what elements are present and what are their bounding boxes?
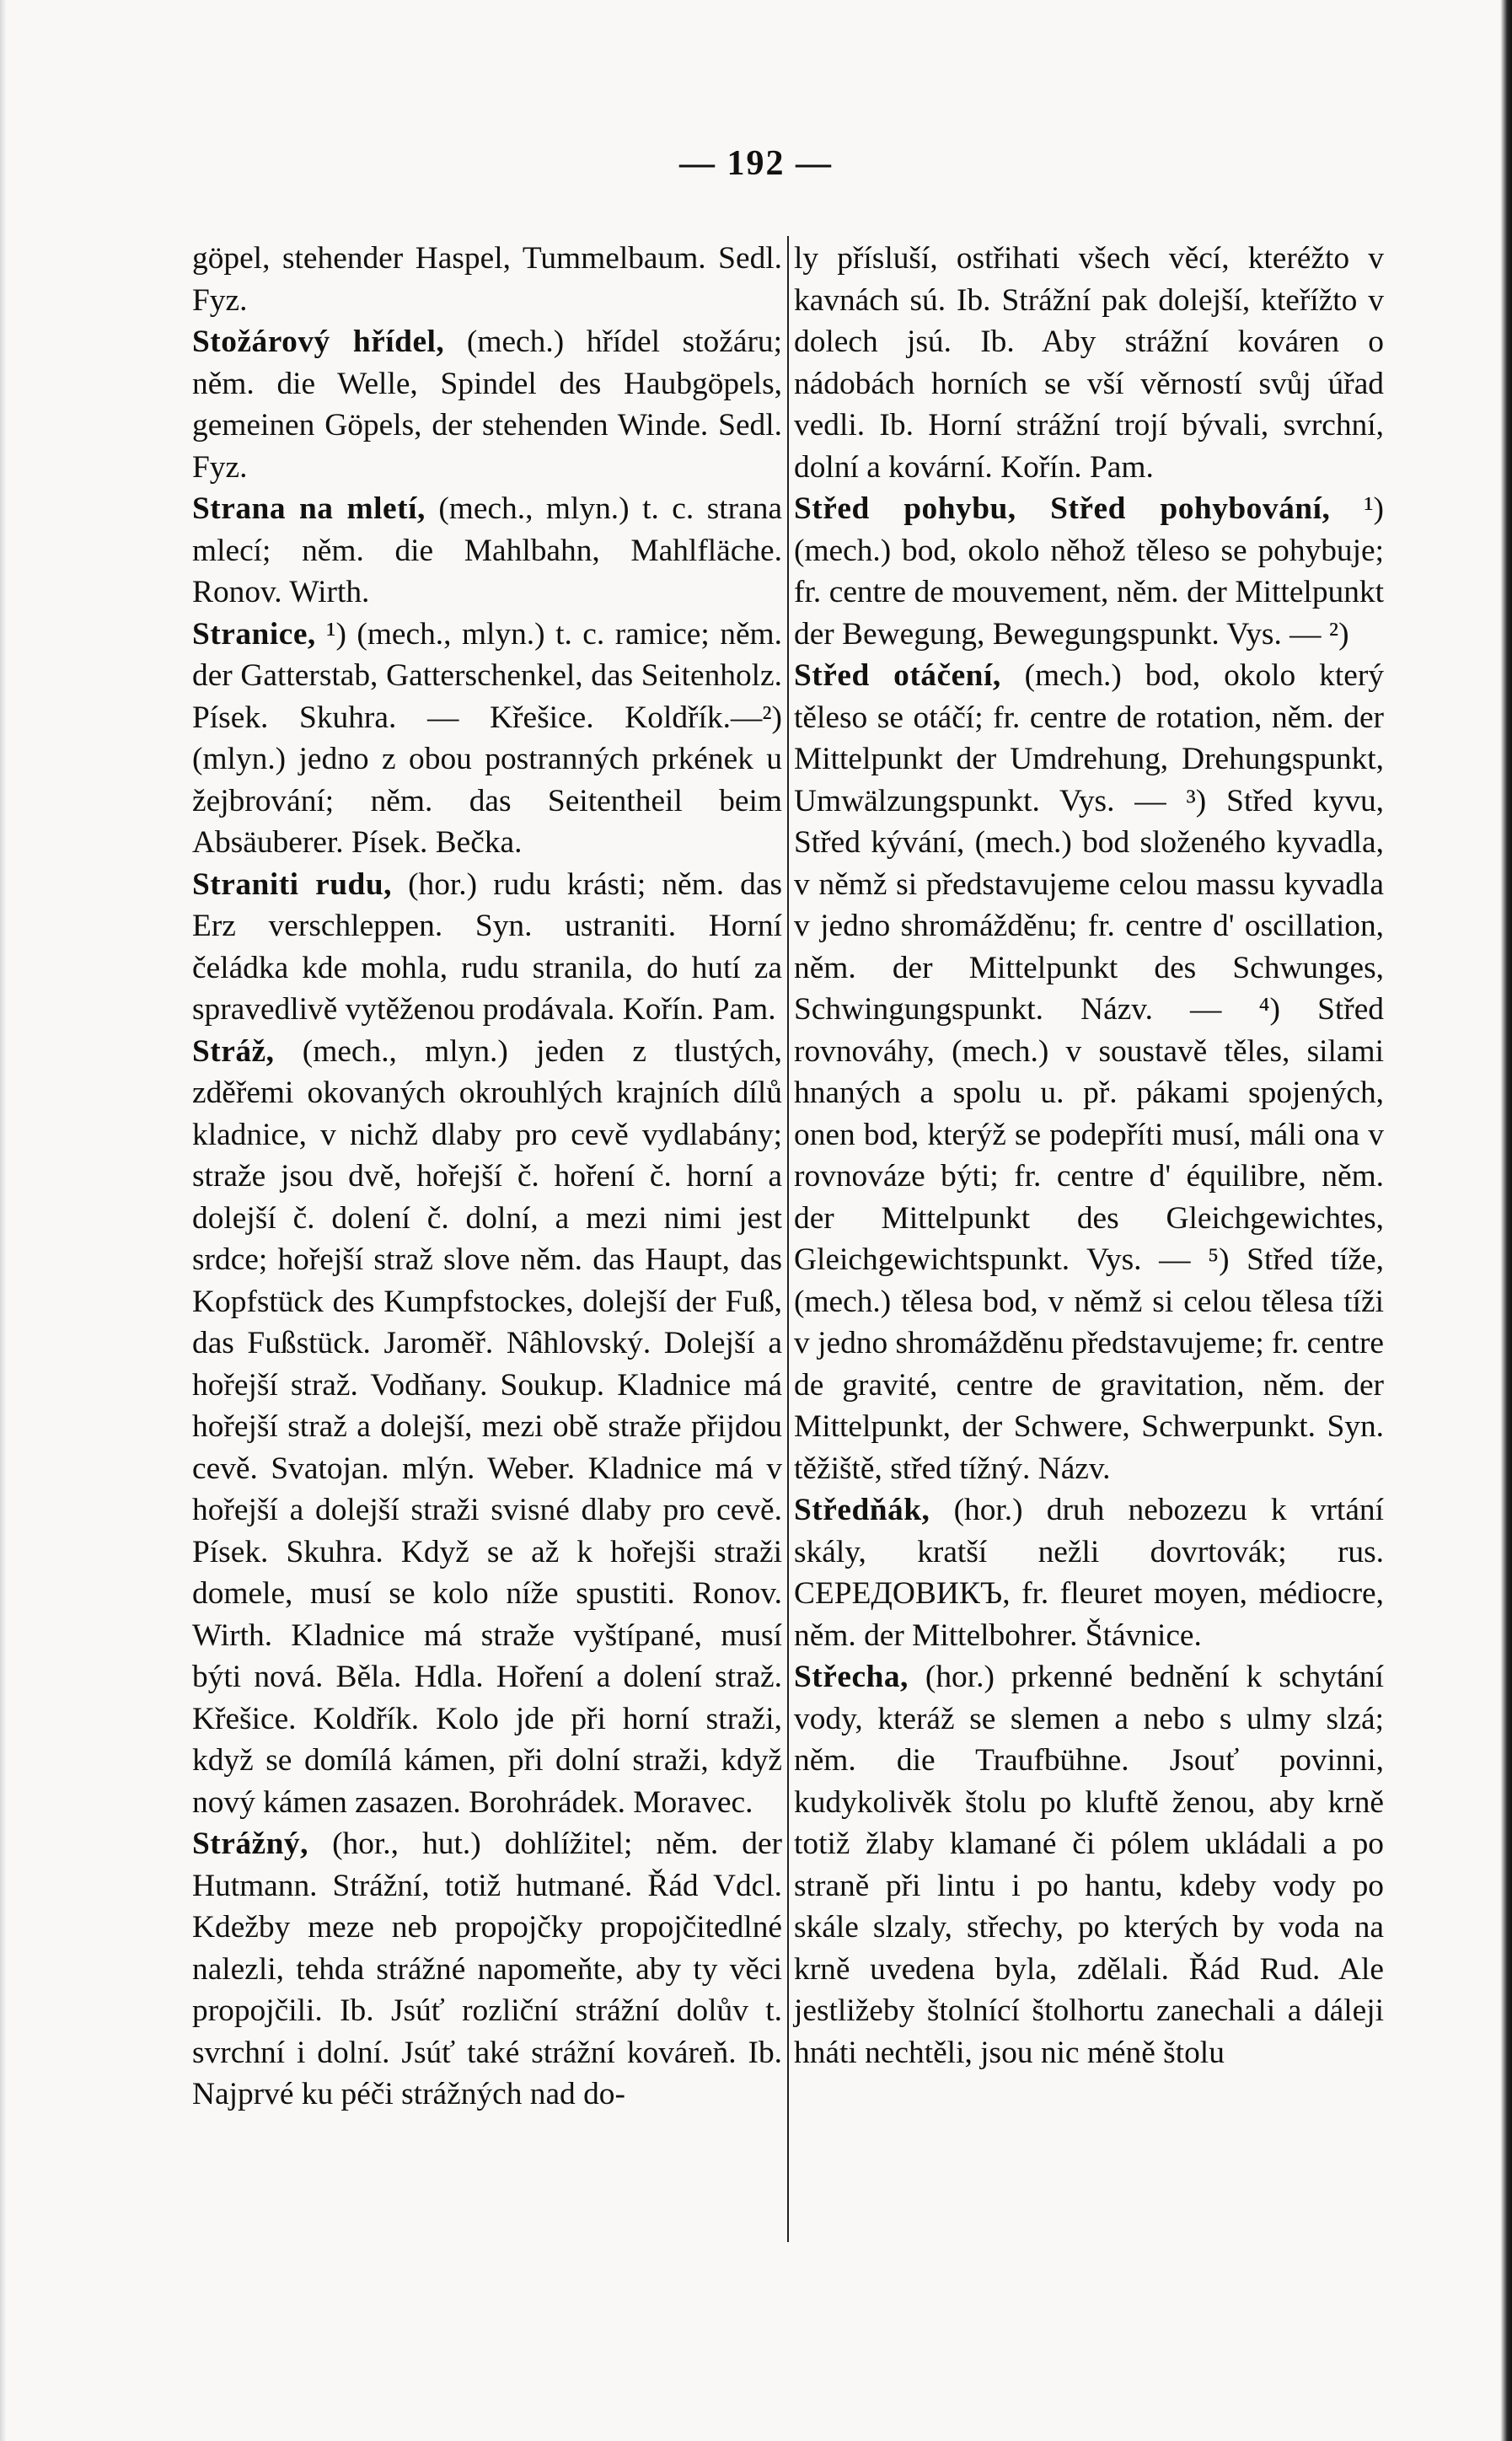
entry-headword: Středňák, (794, 1493, 930, 1527)
page-right-edge (1500, 0, 1512, 2441)
entry-headword: Stráž, (192, 1033, 275, 1069)
entry-text: (mech.) hřídel stožáru; něm. die Welle, Spindel des Haubgöpels, gemeinen Göpels, der stehenden Winde. Sedl. Fyz. (192, 325, 782, 485)
dictionary-entry (192, 1823, 782, 2116)
entry-headword: Střed pohybu, Střed pohybování, (794, 491, 1331, 526)
page-left-edge (0, 0, 7, 2441)
entry-headword: Střecha, (794, 1660, 909, 1694)
entry-text: (mech., mlyn.) t. c. strana mlecí; něm. die Mahlbahn, Mahlfläche. Ronov. Wirth. (192, 491, 782, 609)
entry-text: (hor.) rudu krásti; něm. das Erz verschleppen. Syn. ustraniti. Horní čeládka kde mohla, rudu stranila, do hutí za spravedlivě vytěženou prodávala. Kořín. Pam. (192, 866, 782, 1027)
right-column (794, 238, 1384, 2074)
dictionary-entry (192, 238, 782, 321)
dictionary-entry (192, 1031, 782, 1824)
dictionary-entry (794, 238, 1384, 488)
entry-headword: Strážný, (192, 1827, 308, 1861)
column-divider (787, 236, 789, 2242)
dictionary-entry (794, 1489, 1384, 1656)
left-column (192, 238, 782, 2116)
entry-text: ¹) (mech., mlyn.) t. c. ramice; něm. der Gatterstab, Gatterschenkel, das Seitenholz. Písek. Skuhra. — Křešice. Koldřík.—²)(mlyn.) jedno z obou postranných prkének u žejbrování; něm. das Seitentheil beim Absäuberer. Písek. Bečka. (192, 616, 782, 860)
entry-text: (hor.) druh nebozezu k vrtání skály, kratší nežli dovrtovák; rus. СЕРЕДОВИКЪ, fr. fleuret moyen, médiocre, něm. der Mittelbohrer. Štávnice. (794, 1493, 1384, 1653)
entry-headword: Strana na mletí, (192, 491, 426, 526)
entry-text: (hor.) prkenné bednění k schytání vody, kteráž se slemen a nebo s ulmy slzá; něm. die Traufbühne. Jsouť povinni, kudykolivěk štolu po kluftě ženou, aby krně totiž žlaby klamané či pólem ukládali a po straně při lintu i po hantu, kdeby vody po skále slzaly, střechy, po kterých by voda na krně uvedena byla, zdělali. Řád Rud. Ale jestližeby štolnící štolhortu zanechali a dáleji hnáti nechtěli, jsou nic méně štolu (794, 1660, 1384, 2070)
entry-headword: Střed otáčení, (794, 658, 1001, 693)
page-number: — 192 — (679, 144, 833, 183)
entry-text: ¹) (mech.) bod, okolo něhož těleso se pohybuje; fr. centre de mouvement, něm. der Mittelpunkt der Bewegung, Bewegungspunkt. Vys. — ²) (794, 491, 1384, 652)
entry-headword: Straniti rudu, (192, 866, 392, 902)
dictionary-entry (192, 488, 782, 614)
entry-headword: Stranice, (192, 616, 316, 652)
dictionary-entry (192, 321, 782, 488)
entry-text: (hor., hut.) dohlížitel; něm. der Hutmann. Strážní, totiž hutmané. Řád Vdcl. Kdežby meze neb propojčky propojčitedlné nalezli, tehda strážné napomeňte, aby ty věci propojčili. Ib. Jsúť rozliční strážní dolův t. svrchní i dolní. Jsúť také strážní kováreň. Ib. Najprvé ku péči strážných nad do- (192, 1827, 782, 2111)
entry-text: ly přísluší, ostřihati všech věcí, kteréžto v kavnách sú. Ib. Strážní pak dolejší, kteřížto v dolech jsú. Ib. Aby strážní kováren o nádobách horních se vší věrností svůj úřad vedli. Ib. Horní strážní trojí bývali, svrchní, dolní a kovární. Kořín. Pam. (794, 241, 1384, 485)
dictionary-entry (192, 864, 782, 1031)
entry-text: göpel, stehender Haspel, Tummelbaum. Sedl. Fyz. (192, 241, 782, 318)
dictionary-entry (794, 488, 1384, 655)
dictionary-entry (192, 614, 782, 864)
entry-text: (mech., mlyn.) jeden z tlustých, zděřemi okovaných okrouhlých krajních dílů kladnice, v nichž dlaby pro cevě vydlabány; straže jsou dvě, hořejší č. hoření č. horní a dolejší č. dolení č. dolní, a mezi nimi jest srdce; hořejší straž slove něm. das Haupt, das Kopfstück des Kumpfstockes, dolejší der Fuß, das Fußstück. Jaroměř. Nâhlovský. Dolejší a hořejší straž. Vodňany. Soukup. Kladnice má hořejší straž a dolejší, mezi obě straže přijdou cevě. Svatojan. mlýn. Weber. Kladnice má v hořejší a dolejší straži svisné dlaby pro cevě. Písek. Skuhra. Když se až k hořejši straži domele, musí se kolo níže spustiti. Ronov. Wirth. Kladnice má straže vyštípané, musí býti nová. Běla. Hdla. Hoření a dolení straž. Křešice. Koldřík. Kolo jde při horní straži, když se domílá kámen, při dolní straži, když nový kámen zasazen. Borohrádek. Moravec. (192, 1033, 782, 1820)
entry-text: (mech.) bod, okolo který těleso se otáčí; fr. centre de rotation, něm. der Mittelpunkt der Umdrehung, Drehungspunkt, Umwälzungspunkt. Vys. — ³) Střed kyvu, Střed kývání, (mech.) bod složeného kyvadla, v němž si představujeme celou massu kyvadla v jedno shromážděnu; fr. centre d' oscillation, něm. der Mittelpunkt des Schwunges, Schwingungspunkt. Názv. — ⁴) Střed rovnováhy, (mech.) v soustavě těles, silami hnaných a spolu u. př. pákami spojených, onen bod, kterýž se podepříti musí, máli ona v rovnováze býti; fr. centre d' équilibre, něm. der Mittelpunkt des Gleichgewichtes, Gleichgewichtspunkt. Vys. — ⁵) Střed tíže, (mech.) tělesa bod, v němž si celou tělesa tíži v jedno shromážděnu představujeme; fr. centre de gravité, centre de gravitation, něm. der Mittelpunkt, der Schwere, Schwerpunkt. Syn. těžiště, střed tížný. Názv. (794, 658, 1384, 1486)
dictionary-entry (794, 1656, 1384, 2074)
entry-headword: Stožárový hřídel, (192, 325, 445, 359)
dictionary-entry (794, 655, 1384, 1489)
